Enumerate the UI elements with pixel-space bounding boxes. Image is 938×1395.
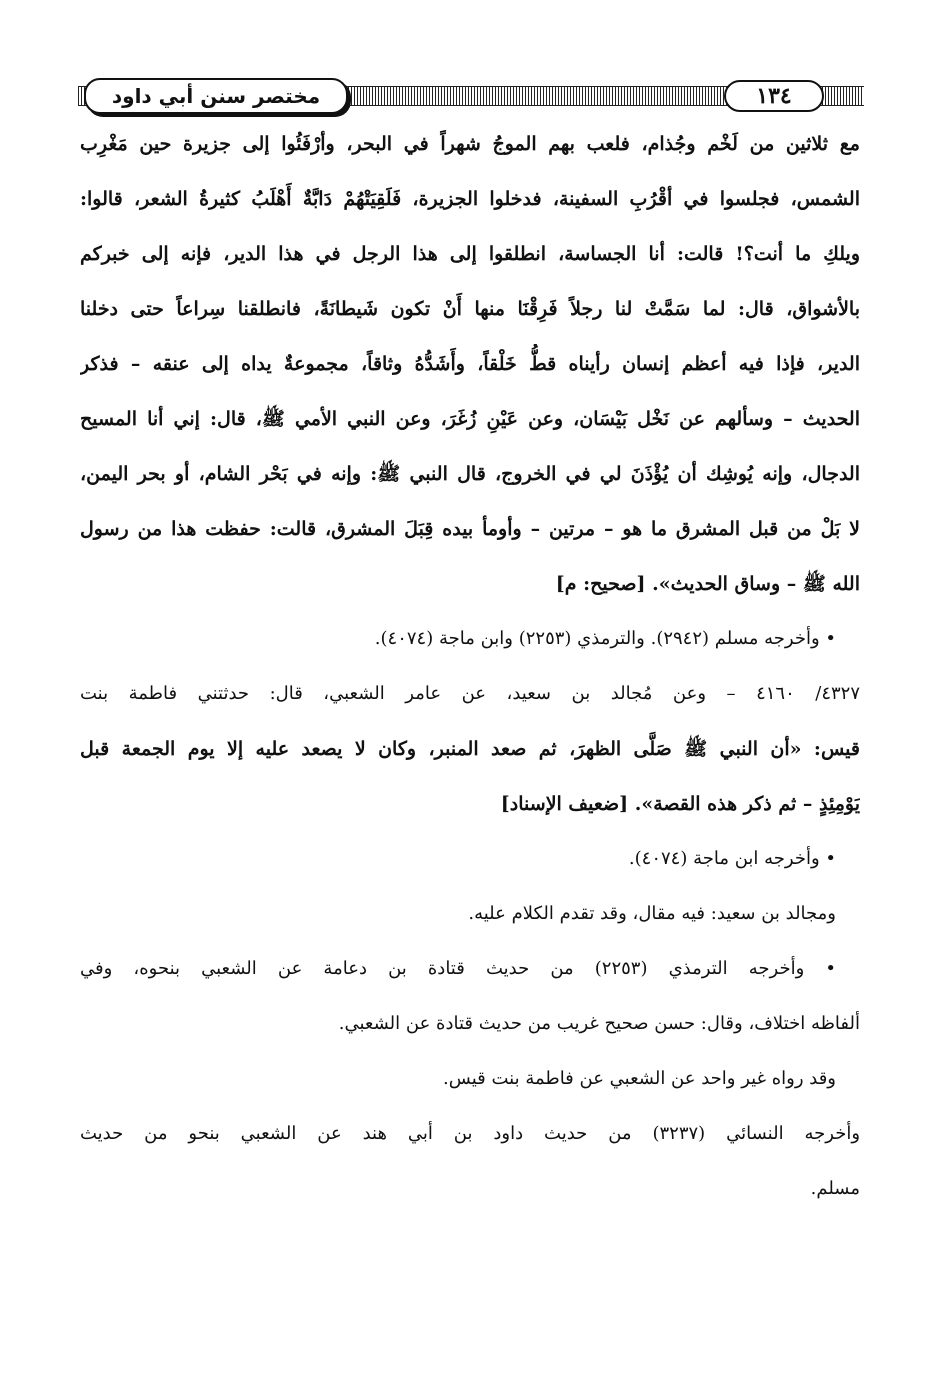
commentary-line: وقد رواه غير واحد عن الشعبي عن فاطمة بنت قيس.	[443, 1068, 836, 1089]
hadith-number-line: ٤٣٢٧/ ٤١٦٠ – وعن مُجالد بن سعيد، عن عامر الشعبي، قال: حدثتني فاطمة بنت	[80, 683, 860, 704]
text-line: الدير، فإذا فيه أعظم إنسان رأيناه قطُّ خَلْقاً، وأَشَدُّهُ وثاقاً، مجموعةٌ يداه إلى عنقه – فذكر	[80, 353, 860, 375]
commentary-line: ومجالد بن سعيد: فيه مقال، وقد تقدم الكلام عليه.	[468, 903, 836, 924]
commentary-line: مسلم.	[810, 1178, 860, 1199]
text-line: الشمس، فجلسوا في أقْرُبِ السفينة، فدخلوا الجزيرة، فَلَقِيَتْهُمْ دَابَّةٌ أَهْلَبُ كثيرةُ الشعر، قالوا:	[80, 188, 860, 210]
page-header	[78, 78, 864, 116]
text-line: الحديث – وسألهم عن نَخْل بَيْسَان، وعن عَيْنِ زُغَرَ، وعن النبي الأمي ﷺ، قال: إني أنا المسيح	[80, 408, 860, 430]
hadith-end-line: الله ﷺ – وساق الحديث». [صحيح: م]	[555, 573, 860, 595]
hadith-end-line: يَوْمِئِذٍ – ثم ذكر هذه القصة». [ضعيف الإسناد]	[500, 793, 860, 815]
text-line: قيس: «أن النبي ﷺ صَلَّى الظهرَ، ثم صعد المنبر، وكان لا يصعد عليه إلا يوم الجمعة قبل	[80, 738, 860, 760]
book-title: مختصر سنن أبي داود	[84, 78, 348, 114]
commentary-line: ألفاظه اختلاف، وقال: حسن صحيح غريب من حديث قتادة عن الشعبي.	[338, 1013, 860, 1034]
page-number: ١٣٤	[724, 80, 824, 112]
takhrij-note: • وأخرجه ابن ماجة (٤٠٧٤).	[628, 848, 836, 869]
takhrij-note: • وأخرجه الترمذي (٢٢٥٣) من حديث قتادة بن دعامة عن الشعبي بنحوه، وفي	[80, 958, 836, 979]
commentary-line: وأخرجه النسائي (٣٢٣٧) من حديث داود بن أبي هند عن الشعبي بنحو من حديث	[80, 1123, 860, 1144]
page-body	[80, 124, 860, 1224]
takhrij-note: • وأخرجه مسلم (٢٩٤٢). والترمذي (٢٢٥٣) وابن ماجة (٤٠٧٤).	[374, 628, 836, 649]
text-line: ويلكِ ما أنت؟! قالت: أنا الجساسة، انطلقوا إلى هذا الرجل في هذا الدير، فإنه إلى خبركم	[80, 243, 860, 265]
text-line: لا بَلْ من قبل المشرق ما هو – مرتين – وأومأ بيده قِبَلَ المشرق، قالت: حفظت هذا من رسول	[80, 518, 860, 540]
text-line: بالأشواق، قال: لما سَمَّتْ لنا رجلاً فَرِقْنَا منها أَنْ تكون شَيطانَةً، فانطلقنا سِراعاً حتى دخلنا	[80, 298, 860, 320]
text-line: مع ثلاثين من لَخْم وجُذام، فلعب بهم الموجُ شهراً في البحر، وأرْفَئُوا إلى جزيرة حين مَغْرِب	[80, 133, 860, 155]
text-line: الدجال، وإنه يُوشِك أن يُؤْذَنَ لي في الخروج، قال النبي ﷺ: وإنه في بَحْر الشام، أو بحر اليمن،	[80, 463, 860, 485]
